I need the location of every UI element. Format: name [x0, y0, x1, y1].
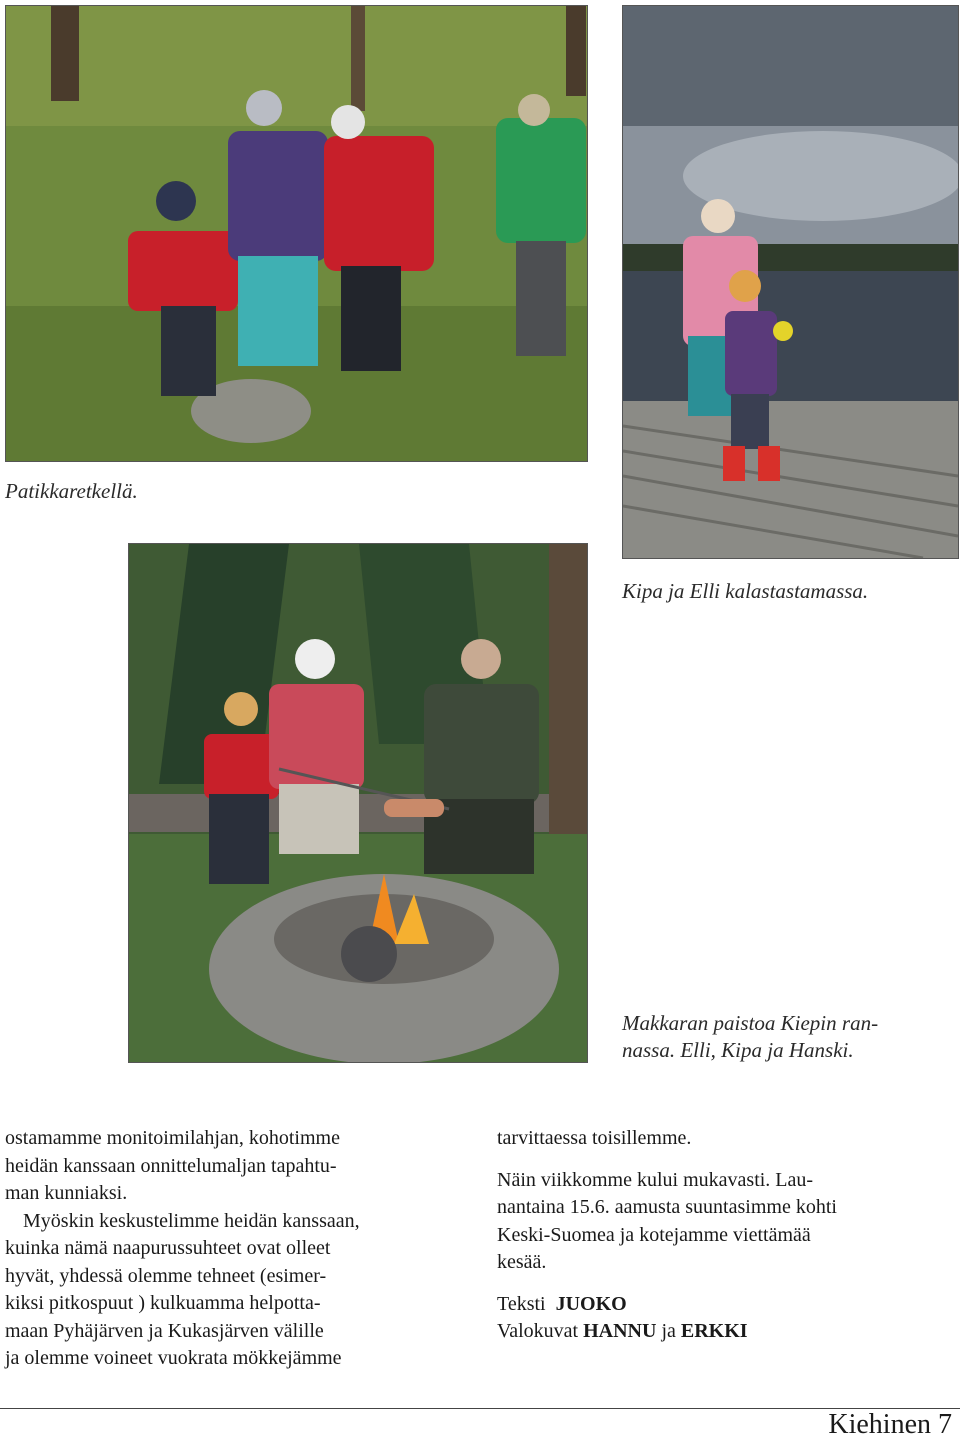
body-line: nantaina 15.6. aamusta suuntasimme kohti: [497, 1196, 837, 1218]
credit-photo-label: Valokuvat: [497, 1320, 579, 1342]
photo-hiking: [5, 5, 588, 462]
body-line: heidän kanssaan onnittelumaljan tapahtu-: [5, 1154, 337, 1177]
body-line: tarvittaessa toisillemme.: [497, 1127, 692, 1149]
body-line: kuinka nämä naapurussuhteet ovat olleet: [5, 1237, 331, 1259]
body-line: ja olemme voineet vuokrata mökkejämme: [5, 1347, 342, 1369]
magazine-name: Kiehinen: [828, 1409, 931, 1440]
page-footer: [828, 1410, 952, 1440]
photo-dock-fishing: [622, 5, 959, 559]
caption-dock: Kipa ja Elli kalastastamassa.: [622, 579, 869, 603]
caption-campfire-line: Makkaran paistoa Kiepin ran-: [622, 1011, 879, 1035]
body-line: Näin viikkomme kului mukavasti. Lau-: [497, 1168, 814, 1191]
body-line: kiksi pitkospuut ) kulkuamma helpotta-: [5, 1292, 321, 1314]
body-line: Myöskin keskustelimme heidän kanssaan,: [23, 1209, 360, 1232]
caption-hiking: Patikkaretkellä.: [5, 479, 138, 503]
caption-campfire-line: nassa. Elli, Kipa ja Hanski.: [622, 1038, 854, 1062]
photo-campfire: [128, 543, 588, 1063]
article-right-column: [497, 1125, 937, 1346]
body-line: ostamamme monitoimilahjan, kohotimme: [5, 1127, 340, 1149]
page-number: 7: [938, 1409, 952, 1440]
body-line: man kunniaksi.: [5, 1182, 128, 1204]
credit-text: [497, 1291, 937, 1319]
credit-photo-name: ERKKI: [680, 1320, 748, 1342]
caption-campfire: [622, 1010, 952, 1064]
body-line: hyvät, yhdessä olemme tehneet (esimer-: [5, 1264, 327, 1287]
body-line: Keski-Suomea ja kotejamme viettämää: [497, 1223, 811, 1246]
article-left-column: [5, 1125, 475, 1373]
body-line: maan Pyhäjärven ja Kukasjärven välille: [5, 1319, 324, 1342]
credit-text-label: Teksti: [497, 1292, 546, 1315]
credit-photo-join: ja: [661, 1320, 676, 1342]
body-line: kesää.: [497, 1251, 547, 1273]
credit-photo: [497, 1318, 937, 1346]
credit-photo-name: HANNU: [583, 1320, 657, 1342]
credit-text-name: JUOKO: [555, 1292, 627, 1315]
footer-divider: [0, 1408, 960, 1409]
